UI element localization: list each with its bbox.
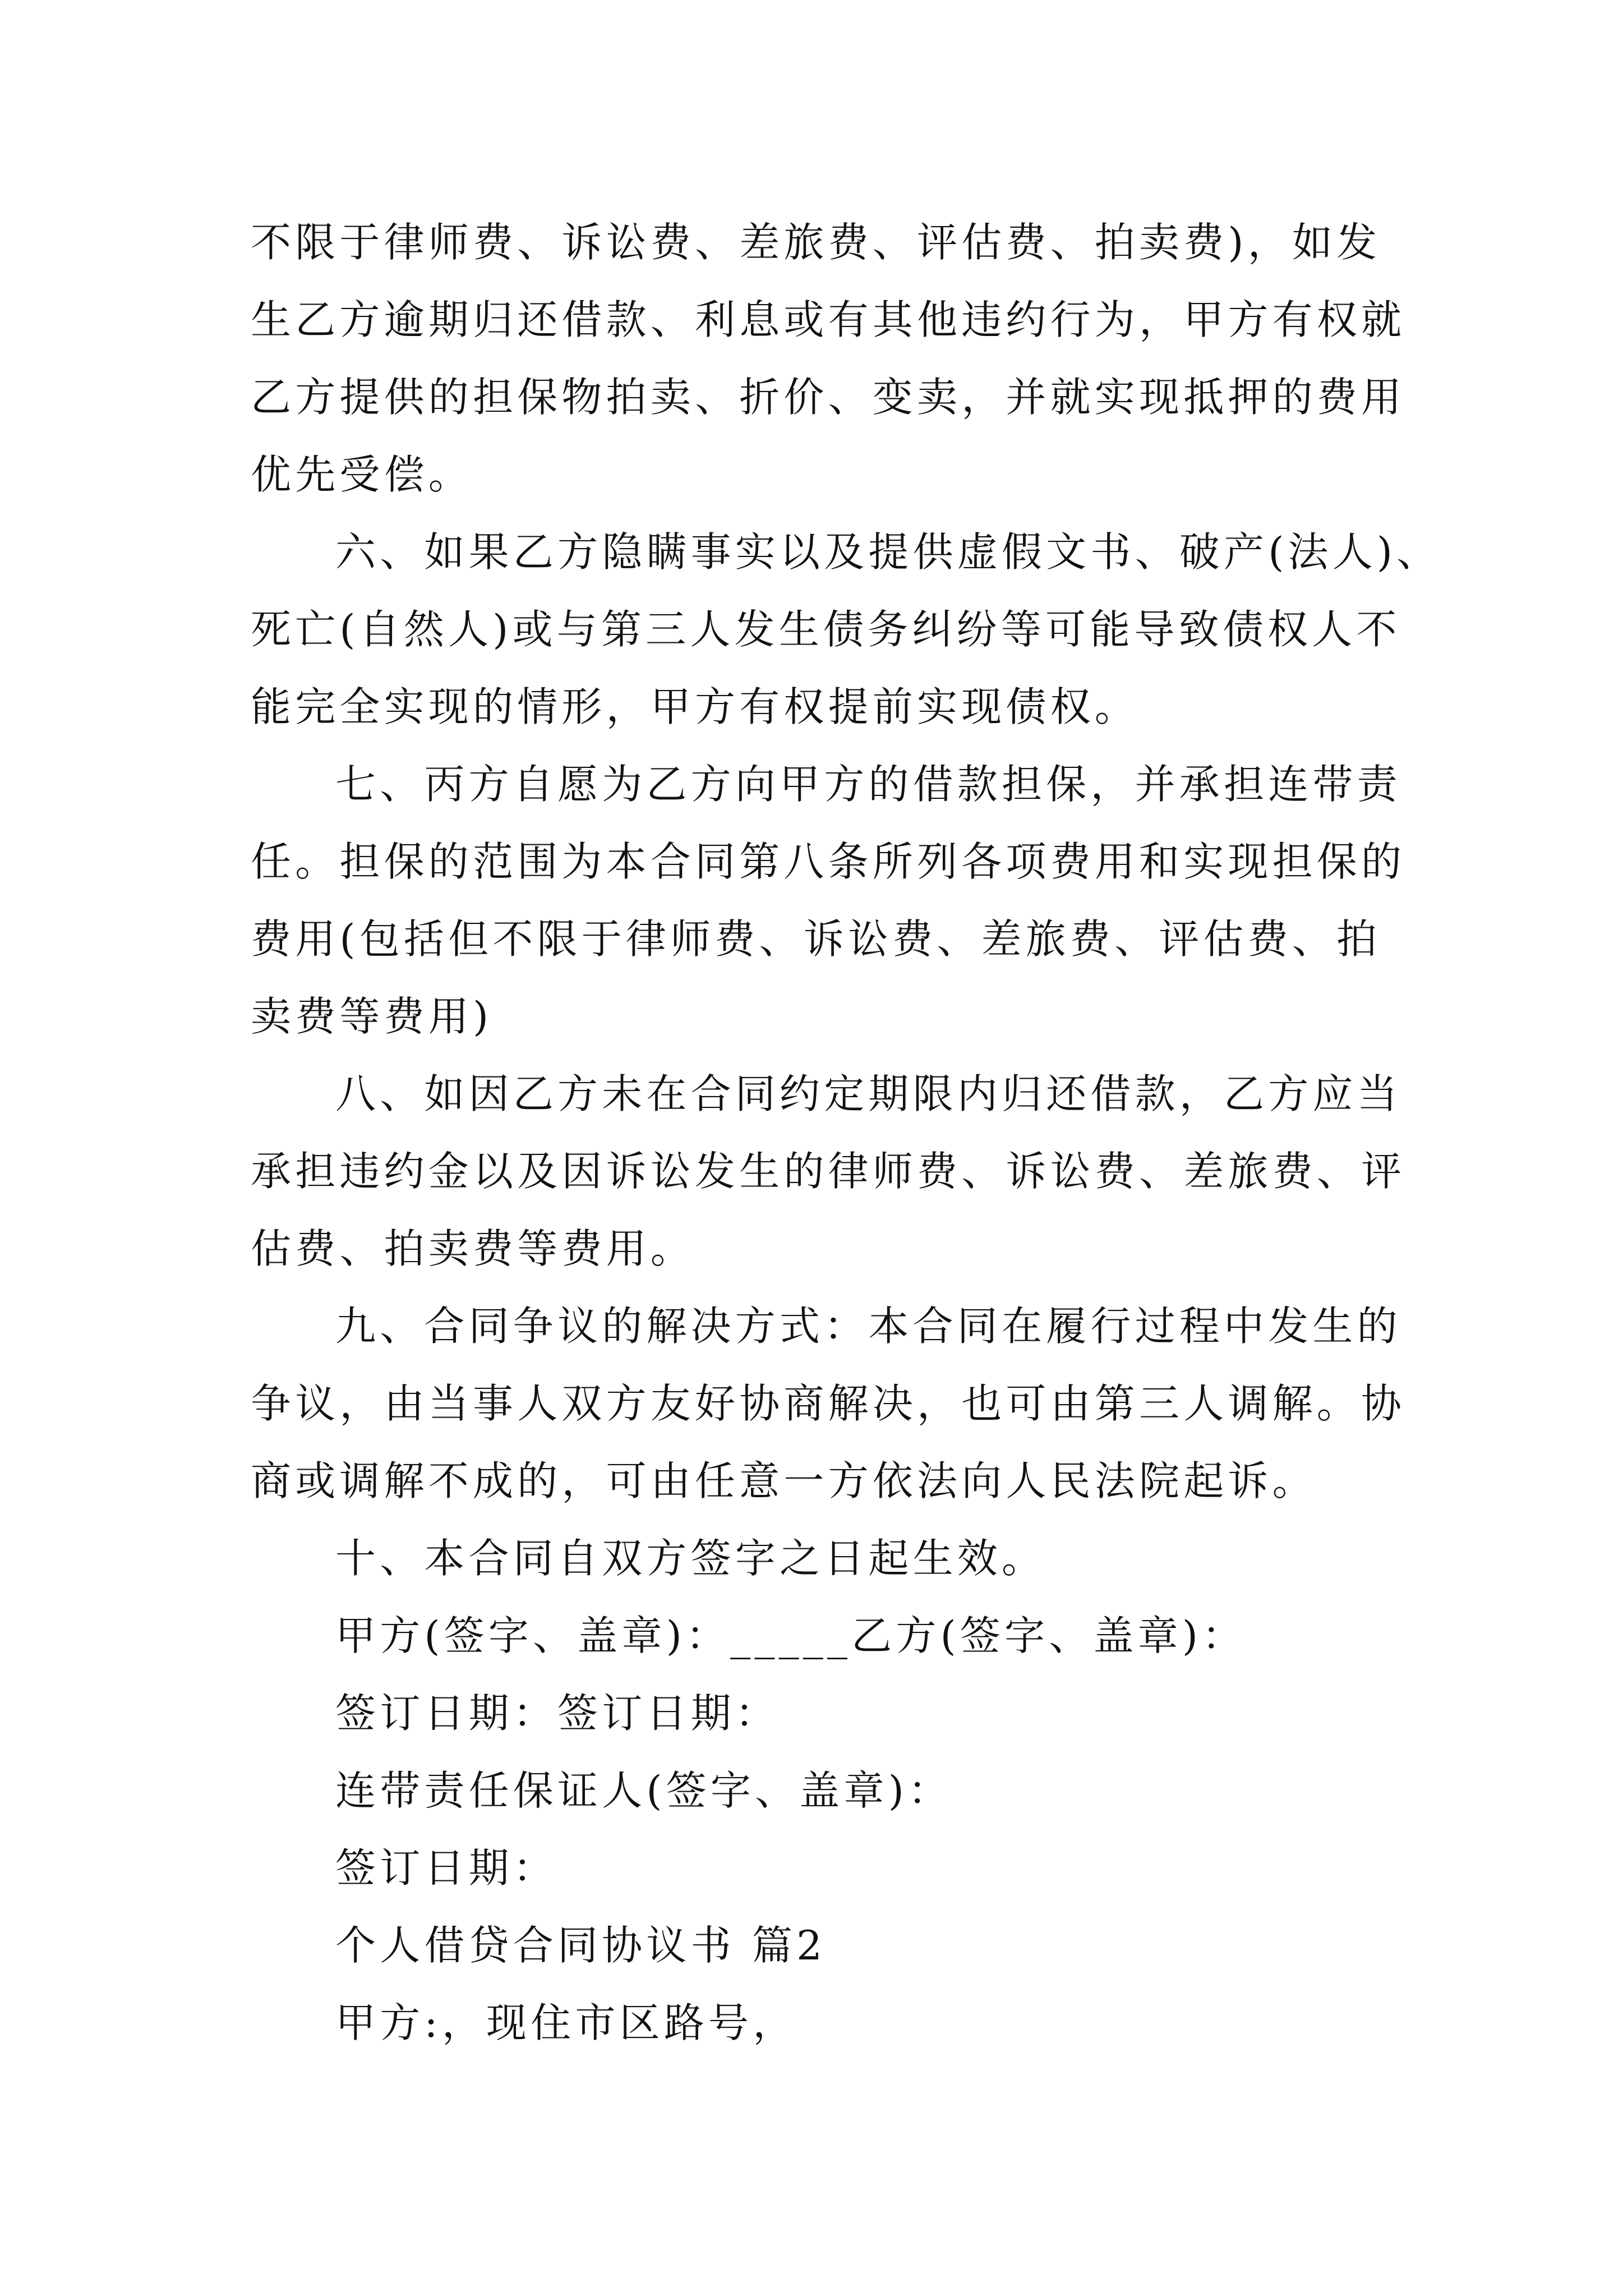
signature-line: 甲方(签字、盖章)：_____乙方(签字、盖章)： — [335, 1612, 1247, 1659]
text-line: 甲方:，现住市区路号， — [335, 1999, 797, 2046]
text-line: 七、丙方自愿为乙方向甲方的借款担保，并承担连带责 — [335, 761, 1401, 808]
text-line: 承担违约金以及因诉讼发生的律师费、诉讼费、差旅费、评 — [251, 1148, 1406, 1195]
text-line: 优先受偿。 — [251, 451, 473, 498]
text-line: 能完全实现的情形，甲方有权提前实现债权。 — [251, 683, 1140, 730]
text-line: 八、如因乙方未在合同约定期限内归还借款，乙方应当 — [335, 1070, 1401, 1117]
guarantor-line: 连带责任保证人(签字、盖章)： — [335, 1767, 953, 1814]
text-line: 生乙方逾期归还借款、利息或有其他违约行为，甲方有权就 — [251, 296, 1406, 343]
date-line: 签订日期：签订日期： — [335, 1690, 780, 1737]
text-line: 任。担保的范围为本合同第八条所列各项费用和实现担保的 — [251, 838, 1406, 885]
text-line: 卖费等费用) — [251, 993, 493, 1040]
text-line: 六、如果乙方隐瞒事实以及提供虚假文书、破产(法人)、 — [335, 528, 1441, 576]
text-line: 费用(包括但不限于律师费、诉讼费、差旅费、评估费、拍 — [251, 915, 1381, 963]
text-line: 十、本合同自双方签字之日起生效。 — [335, 1535, 1046, 1582]
section-heading: 个人借贷合同协议书 篇2 — [335, 1922, 827, 1969]
text-line: 乙方提供的担保物拍卖、折价、变卖，并就实现抵押的费用 — [251, 374, 1406, 421]
text-line: 九、合同争议的解决方式：本合同在履行过程中发生的 — [335, 1303, 1401, 1350]
date-line: 签订日期： — [335, 1844, 558, 1892]
text-line: 争议，由当事人双方友好协商解决，也可由第三人调解。协 — [251, 1380, 1406, 1427]
text-line: 估费、拍卖费等费用。 — [251, 1225, 695, 1272]
text-line: 死亡(自然人)或与第三人发生债务纠纷等可能导致债权人不 — [251, 606, 1401, 653]
text-line: 商或调解不成的，可由任意一方依法向人民法院起诉。 — [251, 1457, 1317, 1504]
text-line: 不限于律师费、诉讼费、差旅费、评估费、拍卖费)，如发 — [251, 219, 1381, 266]
